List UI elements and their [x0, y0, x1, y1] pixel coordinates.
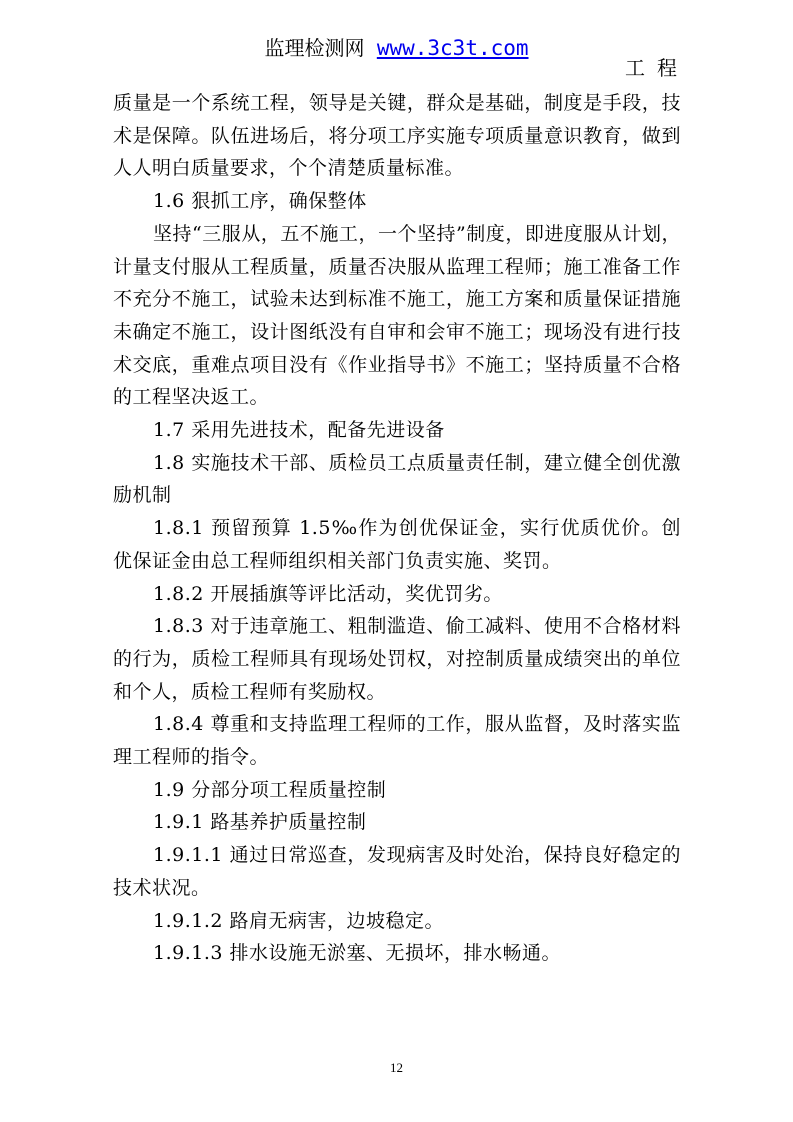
heading-1-9: 1.9 分部分项工程质量控制: [153, 778, 387, 801]
paragraph-1-9-1-2: 1.9.1.2 路肩无病害，边坡稳定。: [153, 909, 445, 932]
site-url-link[interactable]: www.3c3t.com: [376, 36, 529, 60]
paragraph-1-8-1: 1.8.1 预留预算 1.5‰作为创优保证金，实行优质优价。创优保证金由总工程师组织相关部门负责实施、奖罚。: [113, 517, 681, 572]
paragraph-1-8-4: 1.8.4 尊重和支持监理工程师的工作，服从监督，及时落实监理工程师的指令。: [113, 713, 681, 769]
paragraph-1-8-2: 1.8.2 开展插旗等评比活动，奖优罚劣。: [153, 582, 503, 605]
header-corner-text: 工程: [625, 56, 689, 80]
paragraph-1-6: 坚持“三服从，五不施工，一个坚持”制度，即进度服从计划，计量支付服从工程质量，质量否决服从监理工程师；施工准备工作不充分不施工，试验未达到标准不施工，施工方案和质量保证措施未确定不施工，设计图纸没有自审和会审不施工；现场没有进行技术交底，重难点项目没有《作业指导书》不施工；坚持质量不合格的工程坚决返工。: [113, 222, 681, 409]
paragraph-1-9-1-3: 1.9.1.3 排水设施无淤塞、无损坏，排水畅通。: [153, 942, 562, 965]
heading-1-7: 1.7 采用先进技术，配备先进设备: [153, 419, 445, 442]
document-body: [113, 87, 681, 970]
heading-1-6: 1.6 狠抓工序，确保整体: [153, 190, 367, 213]
heading-1-8: 1.8 实施技术干部、质检员工点质量责任制，建立健全创优激励机制: [113, 451, 681, 507]
site-name: 监理检测网: [264, 36, 365, 60]
paragraph-1-8-3: 1.8.3 对于违章施工、粗制滥造、偷工减料、使用不合格材料的行为，质检工程师具有现场处罚权，对控制质量成绩突出的单位和个人，质检工程师有奖励权。: [113, 615, 681, 703]
page-number: 12: [390, 1060, 403, 1075]
heading-1-9-1: 1.9.1 路基养护质量控制: [153, 811, 367, 834]
paragraph-1-9-1-1: 1.9.1.1 通过日常巡查，发现病害及时处治，保持良好稳定的技术状况。: [113, 844, 681, 899]
paragraph-intro: 质量是一个系统工程，领导是关键，群众是基础，制度是手段，技术是保障。队伍进场后，将分项工序实施专项质量意识教育，做到人人明白质量要求，个个清楚质量标准。: [113, 92, 681, 180]
